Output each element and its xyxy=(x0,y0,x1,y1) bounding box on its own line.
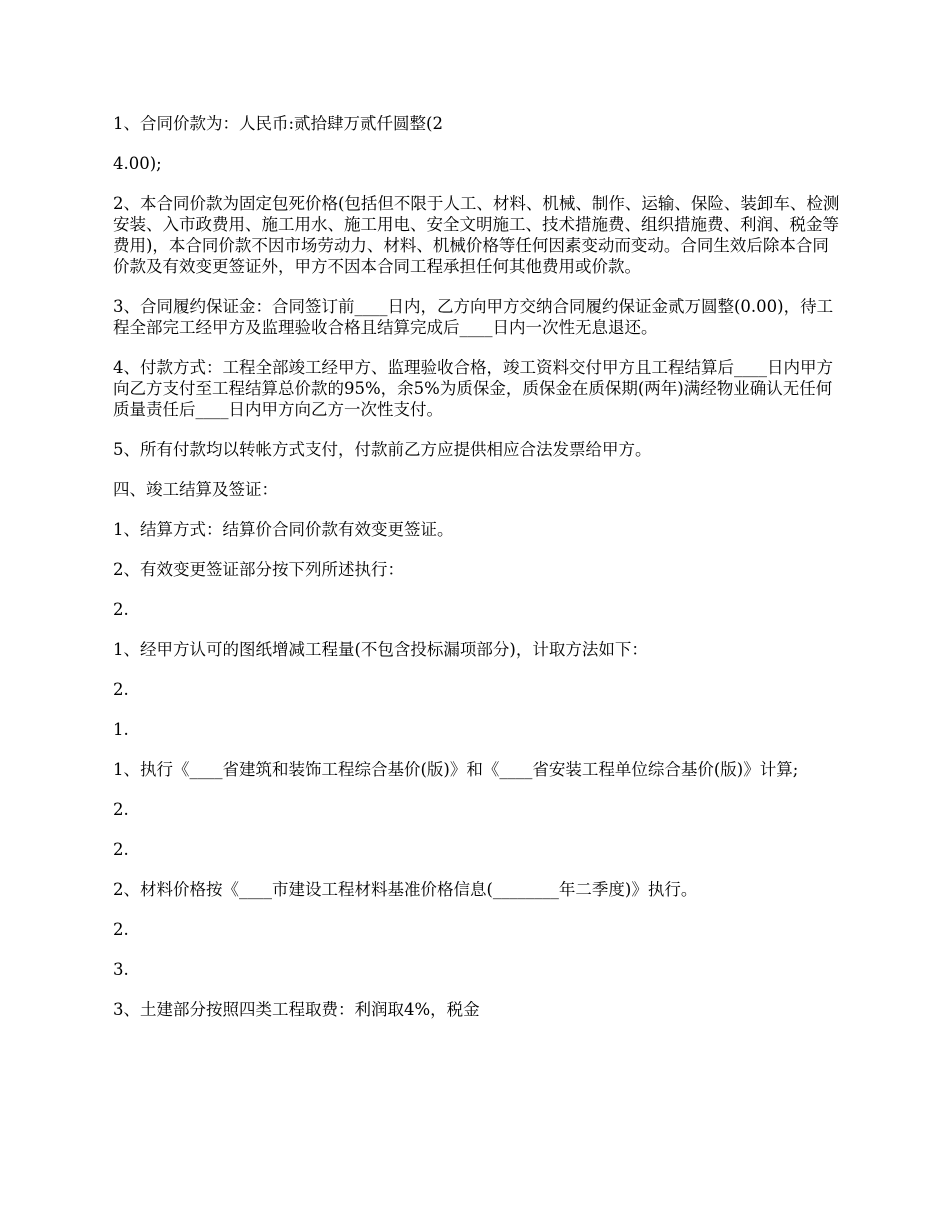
paragraph-number-fragment: 2. xyxy=(113,800,129,819)
paragraph-contract-price: 1、合同价款为：人民币:贰拾肆万贰仟圆整(2 xyxy=(113,114,443,133)
paragraph-civil-works-fee: 3、土建部分按照四类工程取费：利润取4%，税金 xyxy=(113,1000,480,1019)
paragraph-price-continued: 4.00); xyxy=(113,154,162,173)
paragraph-number-fragment: 3. xyxy=(113,960,129,979)
paragraph-number-fragment: 2. xyxy=(113,600,129,619)
paragraph-variation-execution: 2、有效变更签证部分按下列所述执行： xyxy=(113,560,404,579)
paragraph-settlement-method: 1、结算方式：结算价合同价款有效变更签证。 xyxy=(113,520,454,539)
document-body xyxy=(113,113,840,1039)
paragraph-number-fragment: 2. xyxy=(113,680,129,699)
paragraph-payment-method: 4、付款方式：工程全部竣工经甲方、监理验收合格，竣工资料交付甲方且工程结算后____日内甲方向乙方支付至工程结算总价款的95%，余5%为质保金，质保金在质保期(两年)满经物业确认无任何质量责任后____日内甲方向乙方一次性支付。 xyxy=(113,358,833,419)
paragraph-number-fragment: 1. xyxy=(113,720,129,739)
paragraph-fixed-price: 2、本合同价款为固定包死价格(包括但不限于人工、材料、机械、制作、运输、保险、装卸车、检测安装、入市政费用、施工用水、施工用电、安全文明施工、技术措施费、组织措施费、利润、税金等费用)，本合同价款不因市场劳动力、材料、机械价格等任何因素变动而变动。合同生效后除本合同价款及有效变更签证外，甲方不因本合同工程承担任何其他费用或价款。 xyxy=(113,194,840,276)
paragraph-performance-bond: 3、合同履约保证金：合同签订前____日内，乙方向甲方交纳合同履约保证金贰万圆整(0.00)，待工程全部完工经甲方及监理验收合格且结算完成后____日内一次性无息退还。 xyxy=(113,297,834,337)
paragraph-number-fragment: 2. xyxy=(113,840,129,859)
section-heading-settlement: 四、竣工结算及签证： xyxy=(113,480,278,499)
paragraph-transfer-payment: 5、所有付款均以转帐方式支付，付款前乙方应提供相应合法发票给甲方。 xyxy=(113,440,652,459)
paragraph-drawing-quantity: 1、经甲方认可的图纸增减工程量(不包含投标漏项部分)，计取方法如下： xyxy=(113,640,648,659)
paragraph-base-price-standard: 1、执行《____省建筑和装饰工程综合基价(版)》和《____省安装工程单位综合基价(版)》计算; xyxy=(113,760,799,779)
paragraph-number-fragment: 2. xyxy=(113,920,129,939)
paragraph-material-price: 2、材料价格按《____市建设工程材料基准价格信息(________年二季度)》执行。 xyxy=(113,880,698,899)
